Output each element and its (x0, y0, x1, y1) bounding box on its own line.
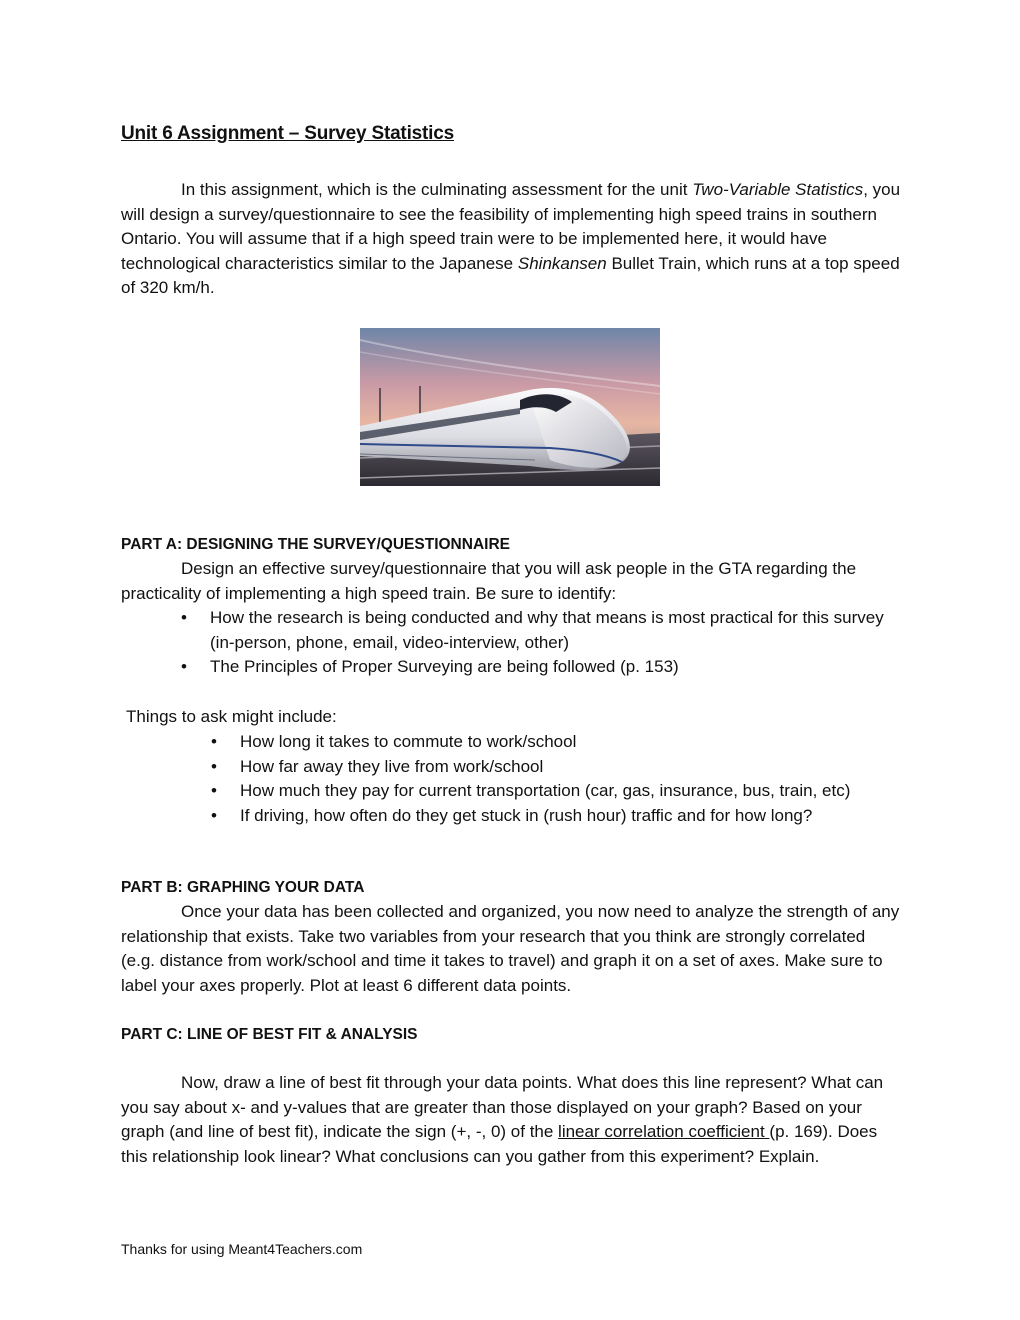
list-item: • How the research is being conducted and why that means is most practical for this survey (in-person, phone, email, video-interview, other) (181, 606, 901, 655)
list-item: • How much they pay for current transportation (car, gas, insurance, bus, train, etc) (211, 779, 891, 804)
part-c-heading: PART C: LINE OF BEST FIT & ANALYSIS (121, 1026, 418, 1043)
list-item: • If driving, how often do they get stuck in (rush hour) traffic and for how long? (211, 804, 891, 829)
intro-text-3: Bullet Train, which runs at a top speed of 320 km/h. (121, 253, 900, 297)
part-c-text-1: Now, draw a line of best fit through your data points. What does this line represent? What can you say about x- and y-values that are greater than those displayed on your graph? Based on your graph (and line of best fit), indicate the sign (+, -, 0) of the (121, 1073, 884, 1141)
part-a-heading: PART A: DESIGNING THE SURVEY/QUESTIONNAIRE (121, 536, 510, 553)
intro-text-1: In this assignment, which is the culminating assessment for the unit (181, 180, 693, 199)
part-c-text-2: (p. 169). Does this relationship look linear? What conclusions can you gather from this experiment? Explain. (121, 1122, 878, 1166)
intro-text-2: , you will design a survey/questionnaire to see the feasibility of implementing high speed trains in southern Ontario. You will assume that if a high speed train were to be implemented here, it would have technological characteristics similar to the Japanese (121, 180, 901, 273)
list-item: • How far away they live from work/school (211, 755, 891, 780)
bullet-train-image (360, 328, 660, 486)
list-item: • The Principles of Proper Surveying are being followed (p. 153) (181, 655, 901, 680)
linear-correlation-link[interactable]: linear correlation coefficient (558, 1122, 770, 1141)
part-b-heading: PART B: GRAPHING YOUR DATA (121, 879, 365, 896)
intro-italic-unit: Two-Variable Statistics (692, 180, 864, 199)
part-b-body: Once your data has been collected and organized, you now need to analyze the strength of any relationship that exists. Take two variables from your research that you think are strongly correlated (e.g. distance from work/school and time it takes to travel) and graph it on a set of axes. Make sure to label your axes properly. Plot at least 6 different data points. (121, 902, 900, 995)
intro-paragraph (121, 178, 901, 301)
part-a-body: Design an effective survey/questionnaire that you will ask people in the GTA regarding the practicality of implementing a high speed train. Be sure to identify: (121, 559, 857, 603)
intro-italic-shinkansen: Shinkansen (517, 253, 607, 273)
things-to-ask-intro: Things to ask might include: (126, 707, 337, 726)
list-item: • How long it takes to commute to work/school (211, 730, 891, 755)
part-a-bullet-list (181, 606, 901, 680)
page-title: Unit 6 Assignment – Survey Statistics (121, 123, 454, 144)
things-to-ask-list (211, 730, 891, 828)
footer-credit: Thanks for using Meant4Teachers.com (121, 1241, 363, 1257)
part-c-body (121, 1071, 901, 1169)
